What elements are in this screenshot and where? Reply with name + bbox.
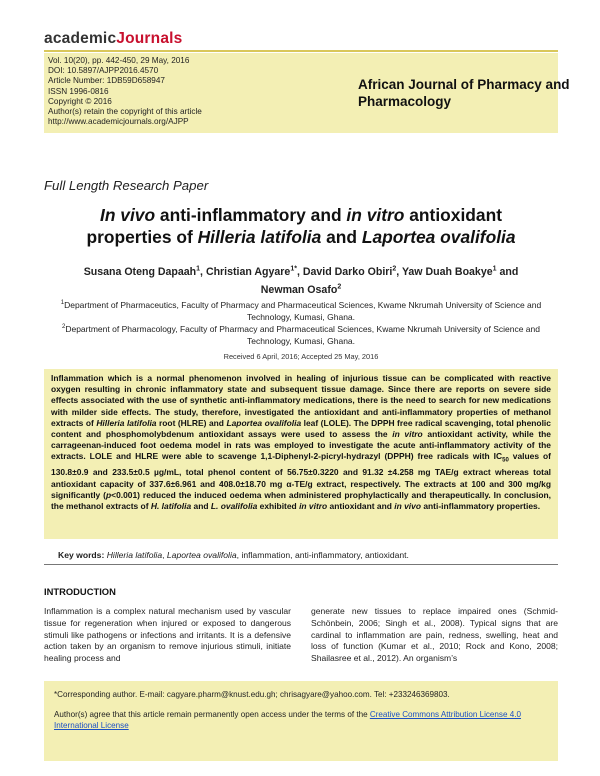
journal-name-line1: African Journal of Pharmacy and	[358, 77, 570, 92]
paper-title: In vivo anti-inflammatory and in vitro antioxidant properties of Hilleria latifolia and Laportea ovalifolia	[86, 205, 516, 247]
license-link[interactable]: Creative Commons Attribution License 4.0 International License	[54, 709, 521, 730]
meta-doi: DOI: 10.5897/AJPP2016.4570	[48, 66, 159, 76]
paper-type: Full Length Research Paper	[44, 178, 209, 193]
meta-author-rights: Author(s) retain the copyright of this article	[48, 107, 202, 117]
meta-volume: Vol. 10(20), pp. 442-450, 29 May, 2016	[48, 56, 190, 65]
author: Christian Agyare$^{1*}$,	[205, 265, 303, 278]
article-meta-box	[44, 53, 240, 133]
corresponding-author: *Corresponding author. E-mail: cagyare.pharm@knust.edu.gh; chrisagyare@yahoo.com. Tel: +233246369803.	[54, 690, 450, 699]
meta-issn: ISSN 1996-0816	[48, 86, 109, 96]
abstract-text: Inflammation which is a normal phenomenon involved in healing of injurious tissue can be complicated with reactive oxygen resulting in chronic inflammatory state and subsequent tissue damage. Since there are reports on severe side effects associated with the use of synthetic anti-inflammatory medications, there is the need to search for new medications with milder side effects. The study, therefore, investigated the antioxidant and anti-inflammatory properties of methanol extracts of Hilleria latifolia root (HLRE) and Laportea ovalifolia leaf (LOLE). The DPPH free radical scavenging, total phenolic content and phosphomolybdenum antioxidant assays were used to assess the in vitro antioxidant activity, while the carrageenan-induced foot oedema model in rats was employed to investigate the acute anti-inflammatory activity of the extracts. LOLE and HLRE were able to scavenge 1,1-Diphenyl-2-picryl-hydrazyl (DPPH) free radicals with $IC_{50}$ values of 130.8±0.9 and 233.5±0.5 µg/mL, total phenol content of 56.75±0.3220 and 91.32 ±4.258 mg TAE/g extract whereas total antioxidant capacity of 337.6±6.961 and 408.0±18.70 mg α-TE/g extract, respectively. The extracts at 100 and 300 mg/kg significantly (p<0.001) reduced the induced oedema when administered prophylactically and therapeutically. In conclusion, the methanol extracts of H. latifolia and L. ovalifolia exhibited in vitro antioxidant and in vivo anti-inflammatory properties.	[51, 373, 551, 511]
meta-article-number: Article Number: 1DB59D658947	[48, 76, 165, 86]
journal-name-box	[240, 53, 570, 133]
author-list	[44, 261, 558, 298]
author: Newman Osafo$^2$	[260, 283, 342, 297]
footnote-box	[44, 681, 558, 761]
keywords: Key words: Hilleria latifolia, Laportea ovalifolia, inflammation, anti-inflammatory, antioxidant.	[58, 550, 409, 560]
author: Yaw Duah Boakye$^1$ and	[401, 265, 519, 278]
affiliation-2: $^2$Department of Pharmacology, Faculty of Pharmacy and Pharmaceutical Sciences, Kwame Nkrumah University of Science and Technology, Kumasi, Ghana.	[62, 323, 540, 346]
author: Susana Oteng Dapaah$^1$,	[83, 265, 206, 278]
section-heading-introduction: INTRODUCTION	[44, 586, 116, 597]
publisher-logo: academicJournals	[44, 30, 183, 47]
meta-journal-url[interactable]: http://www.academicjournals.org/AJPP	[48, 117, 189, 127]
received-dates: Received 6 April, 2016; Accepted 25 May, 2016	[223, 352, 379, 361]
abstract-box	[44, 369, 558, 539]
author: David Darko Obiri$^2$,	[302, 265, 402, 278]
license-note: Author(s) agree that this article remain permanently open access under the terms of the Creative Commons Attribution License 4.0 International License	[54, 709, 521, 730]
intro-column-left: Inflammation is a complex natural mechanism used by vascular tissue for regeneration when injured or exposed to dangerous stimuli like pathogens or infections and irritants. It is a defensive action taken by an organism to remove injurious stimuli, initiate healing process and	[44, 606, 291, 664]
header-rule	[44, 50, 558, 52]
intro-column-right: generate new tissues to replace impaired ones (Schmid-Schönbein, 2006; Singh et al., 2008). Typical signs that are cardinal to inflammation are pain, redness, swelling, heat and loss of function (Kumar et al., 2010; Rock and Kono, 2008; Shailasree et al., 2012). An organism’s	[311, 606, 558, 664]
meta-copyright: Copyright © 2016	[48, 96, 112, 106]
affiliation-1: $^1$Department of Pharmaceutics, Faculty of Pharmacy and Pharmaceutical Sciences, Kwame Nkrumah University of Science and Technology, Kumasi, Ghana.	[60, 299, 542, 322]
journal-name-line2: Pharmacology	[358, 94, 452, 109]
keywords-divider	[44, 564, 558, 565]
